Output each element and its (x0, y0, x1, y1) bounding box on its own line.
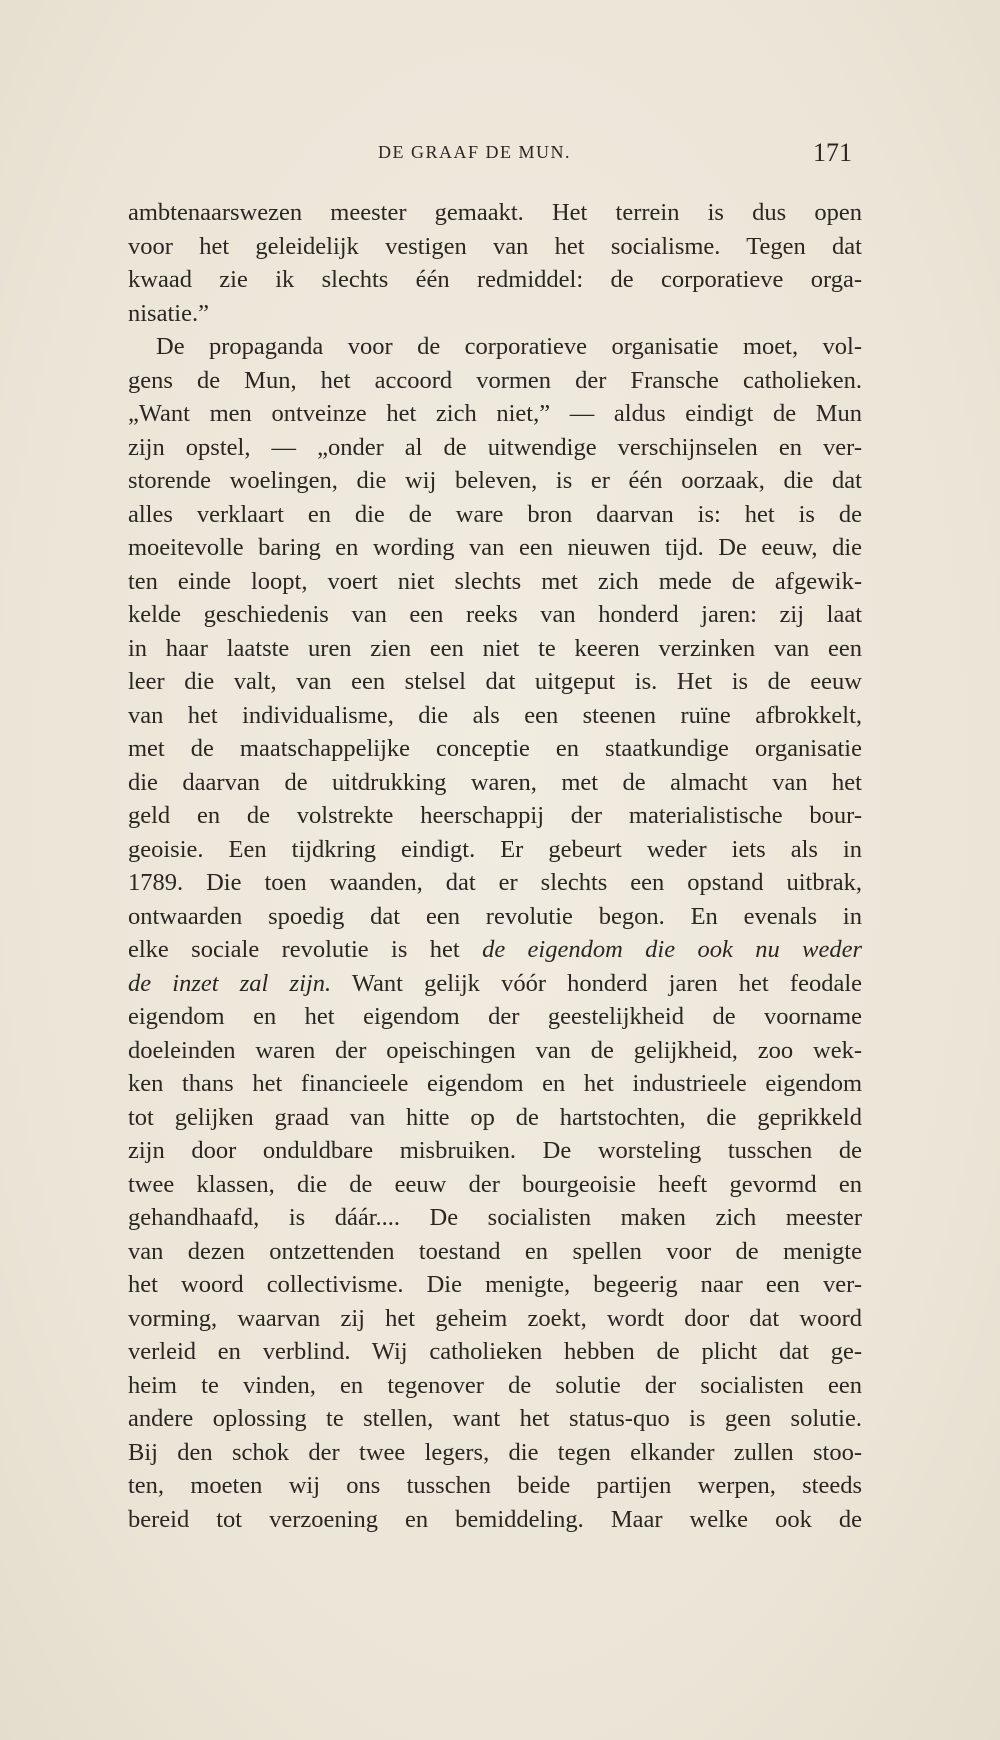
text-line: „Want men ontveinze het zich niet,” — aldus eindigt de Mun (128, 400, 862, 427)
text-line: voor het geleidelijk vestigen van het socialisme. Tegen dat (128, 232, 862, 260)
text-line: moeitevolle baring en wording van een nieuwen tijd. De eeuw, die (128, 534, 862, 561)
text-line: ken thans het financieele eigendom en het industrieele eigendom (128, 1070, 862, 1097)
text-line: gens de Mun, het accoord vormen der Fransche catholieken. (128, 366, 862, 394)
italic-text-segment: de inzet zal zijn. (128, 969, 332, 997)
page-number: 171 (813, 138, 852, 167)
text-line: andere oplossing te stellen, want het status-quo is geen solutie. (128, 1405, 862, 1432)
text-line: zijn door onduldbare misbruiken. De worsteling tusschen de (128, 1137, 862, 1164)
text-line: nisatie.” (128, 299, 209, 327)
text-line: ten einde loopt, voert niet slechts met zich mede de afgewik- (128, 567, 862, 595)
text-line: 1789. Die toen waanden, dat er slechts een opstand uitbrak, (128, 869, 862, 896)
text-line: in haar laatste uren zien een niet te keeren verzinken van een (128, 634, 862, 662)
body-text (128, 196, 862, 1536)
text-line: verleid en verblind. Wij catholieken hebben de plicht dat ge- (128, 1338, 862, 1365)
text-line: die daarvan de uitdrukking waren, met de almacht van het (128, 768, 862, 796)
text-line: tot gelijken graad van hitte op de hartstochten, die geprikkeld (128, 1103, 862, 1131)
text-line: zijn opstel, — „onder al de uitwendige verschijnselen en ver- (128, 433, 862, 461)
text-line: kwaad zie ik slechts één redmiddel: de corporatieve orga- (128, 266, 862, 293)
text-line: eigendom en het eigendom der geestelijkheid de voorname (128, 1003, 862, 1030)
text-line: kelde geschiedenis van een reeks van honderd jaren: zij laat (128, 601, 862, 628)
text-line: ontwaarden spoedig dat een revolutie begon. En evenals in (128, 902, 862, 930)
text-line: met de maatschappelijke conceptie en staatkundige organisatie (128, 735, 862, 762)
text-line: twee klassen, die de eeuw der bourgeoisie heeft gevormd en (128, 1170, 862, 1198)
text-segment: elke sociale revolutie is het (128, 936, 483, 963)
text-line: vorming, waarvan zij het geheim zoekt, wordt door dat woord (128, 1304, 862, 1332)
text-line: geoisie. Een tijdkring eindigt. Er gebeurt weder iets als in (128, 835, 862, 863)
text-line: De propaganda voor de corporatieve organisatie moet, vol- (156, 333, 862, 360)
text-line: ambtenaarswezen meester gemaakt. Het terrein is dus open (128, 199, 862, 226)
italic-text-segment: de eigendom die ook nu weder (482, 936, 862, 963)
text-line: ten, moeten wij ons tusschen beide partijen werpen, steeds (128, 1472, 862, 1499)
text-line: het woord collectivisme. Die menigte, begeerig naar een ver- (128, 1271, 862, 1298)
running-title: DE GRAAF DE MUN. (378, 142, 572, 162)
running-header (128, 140, 852, 170)
text-line: heim te vinden, en tegenover de solutie der socialisten een (128, 1371, 862, 1399)
text-line: doeleinden waren der opeischingen van de gelijkheid, zoo wek- (128, 1036, 862, 1064)
text-line: van dezen ontzettenden toestand en spellen voor de menigte (128, 1237, 862, 1265)
text-line: storende woelingen, die wij beleven, is er één oorzaak, die dat (128, 467, 862, 494)
text-line: geld en de volstrekte heerschappij der materialistische bour- (128, 802, 862, 829)
text-line (128, 933, 862, 967)
text-line: Bij den schok der twee legers, die tegen elkander zullen stoo- (128, 1438, 862, 1466)
text-line: alles verklaart en die de ware bron daarvan is: het is de (128, 500, 862, 528)
text-line: gehandhaafd, is dáár.... De socialisten maken zich meester (128, 1204, 862, 1231)
text-line: bereid tot verzoening en bemiddeling. Maar welke ook de (128, 1505, 862, 1533)
text-line: van het individualisme, die als een steenen ruïne afbrokkelt, (128, 701, 862, 729)
text-line: leer die valt, van een stelsel dat uitgeput is. Het is de eeuw (128, 668, 862, 695)
text-segment: Want gelijk vóór honderd jaren het feodale (331, 969, 863, 997)
text-line (128, 967, 862, 1001)
